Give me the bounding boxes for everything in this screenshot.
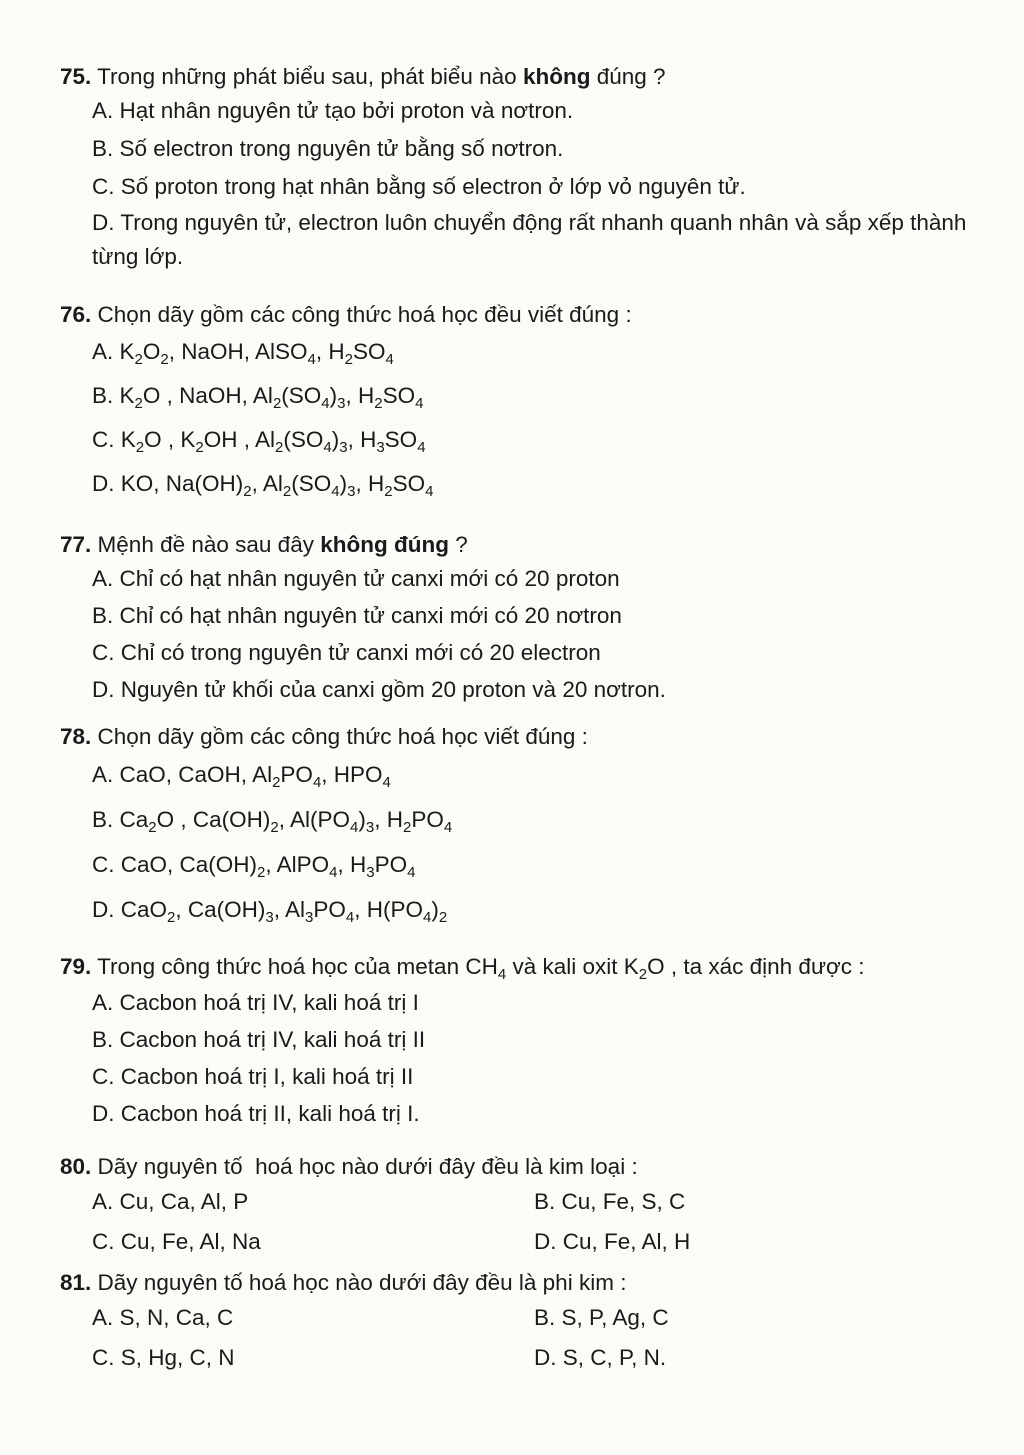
option-c: C. Số proton trong hạt nhân bằng số electron ở lớp vỏ nguyên tử.	[92, 174, 746, 199]
question-number: 81.	[60, 1270, 92, 1295]
option-d: D. Nguyên tử khối của canxi gồm 20 proton và 20 nơtron.	[92, 677, 666, 702]
option-d: D. S, C, P, N.	[534, 1345, 667, 1370]
option-a: A. S, N, Ca, C	[92, 1305, 234, 1330]
question-77-stem: 77. Mệnh đề nào sau đây không đúng ?	[60, 532, 468, 557]
option-c: C. Cacbon hoá trị I, kali hoá trị II	[92, 1064, 414, 1089]
option-a: A. CaO, CaOH, $Al_2PO_4$, $HPO_4$	[92, 762, 391, 791]
question-76-stem: 76. Chọn dãy gồm các công thức hoá học đều viết đúng :	[60, 302, 632, 327]
formula-list: CaO$_2$, $Ca(OH)_3$, $Al_3PO_4$, $H(PO_4)_2$	[120, 897, 448, 926]
option-a: A. Cacbon hoá trị IV, kali hoá trị I	[92, 990, 419, 1015]
question-81	[60, 1268, 1010, 1378]
formula-list: CaO, CaOH, $Al_2PO_4$, $HPO_4$	[119, 762, 391, 791]
option-b: B. Chỉ có hạt nhân nguyên tử canxi mới có 20 nơtron	[92, 603, 622, 628]
option-b: B. Cacbon hoá trị IV, kali hoá trị II	[92, 1027, 426, 1052]
formula-list: $Ca_2O$ , $Ca(OH)_2$, $Al(PO_4)_3$, $H_2PO_4$	[119, 807, 453, 836]
question-75	[60, 62, 1010, 274]
question-79	[60, 952, 1010, 1132]
option-c: C. CaO, $Ca(OH)_2$, AlPO$_4$, $H_3PO_4$	[92, 852, 416, 881]
option-a: A. Hạt nhân nguyên tử tạo bởi proton và nơtron.	[92, 98, 574, 123]
question-80	[60, 1152, 1010, 1262]
question-75-stem: 75. Trong những phát biểu sau, phát biểu nào không đúng ?	[60, 64, 666, 89]
option-d: D. Cacbon hoá trị II, kali hoá trị I.	[92, 1101, 420, 1126]
option-d: D. Cu, Fe, Al, H	[534, 1229, 691, 1254]
option-c: C. S, Hg, C, N	[92, 1345, 235, 1370]
option-c: C. $K_2O$ , $K_2OH$ , $Al_2(SO_4)_3$, $H_3SO_4$	[92, 427, 426, 456]
option-b: B. Cu, Fe, S, C	[534, 1189, 686, 1214]
formula-list: KO, $Na(OH)_2$, $Al_2(SO_4)_3$, $H_2SO_4$	[120, 471, 434, 500]
option-d: D. Trong nguyên tử, electron luôn chuyển động rất nhanh quanh nhân và sắp xếp thành từng lớp.	[92, 210, 967, 269]
question-number: 78.	[60, 724, 92, 749]
question-78-stem: 78. Chọn dãy gồm các công thức hoá học viết đúng :	[60, 724, 588, 749]
option-d: D. KO, $Na(OH)_2$, $Al_2(SO_4)_3$, $H_2SO_4$	[92, 471, 434, 500]
formula-list: $K_2O$ , NaOH, $Al_2(SO_4)_3$, $H_2SO_4$	[119, 383, 424, 412]
option-b: B. S, P, Ag, C	[534, 1305, 669, 1330]
question-number: 79.	[60, 954, 92, 979]
question-number: 77.	[60, 532, 92, 557]
option-b: B. Số electron trong nguyên tử bằng số nơtron.	[92, 136, 564, 161]
question-79-stem: 79. Trong công thức hoá học của metan $CH_4$ và kali oxit $K_2O$ , ta xác định được :	[60, 954, 865, 983]
option-a: A. $K_2O_2$, NaOH, AlSO$_4$, $H_2SO_4$	[92, 339, 394, 368]
option-b: B. $K_2O$ , NaOH, $Al_2(SO_4)_3$, $H_2SO_4$	[92, 383, 424, 412]
option-a: A. Chỉ có hạt nhân nguyên tử canxi mới có 20 proton	[92, 566, 620, 591]
question-81-stem: 81. Dãy nguyên tố hoá học nào dưới đây đều là phi kim :	[60, 1270, 627, 1295]
option-d: D. CaO$_2$, $Ca(OH)_3$, $Al_3PO_4$, $H(PO_4)_2$	[92, 897, 448, 926]
formula-list: $K_2O$ , $K_2OH$ , $Al_2(SO_4)_3$, $H_3SO_4$	[120, 427, 426, 456]
question-number: 75.	[60, 64, 92, 89]
question-number: 80.	[60, 1154, 92, 1179]
option-a: A. Cu, Ca, Al, P	[92, 1189, 249, 1214]
question-76	[60, 300, 1010, 506]
formula-list: $K_2O_2$, NaOH, AlSO$_4$, $H_2SO_4$	[119, 339, 394, 368]
question-80-stem: 80. Dãy nguyên tố hoá học nào dưới đây đều là kim loại :	[60, 1154, 638, 1179]
option-c: C. Cu, Fe, Al, Na	[92, 1229, 261, 1254]
option-c: C. Chỉ có trong nguyên tử canxi mới có 20 electron	[92, 640, 601, 665]
option-b: B. $Ca_2O$ , $Ca(OH)_2$, $Al(PO_4)_3$, $H_2PO_4$	[92, 807, 453, 836]
question-number: 76.	[60, 302, 92, 327]
question-78	[60, 722, 1010, 932]
question-77	[60, 530, 1010, 708]
formula-list: CaO, $Ca(OH)_2$, AlPO$_4$, $H_3PO_4$	[120, 852, 416, 881]
